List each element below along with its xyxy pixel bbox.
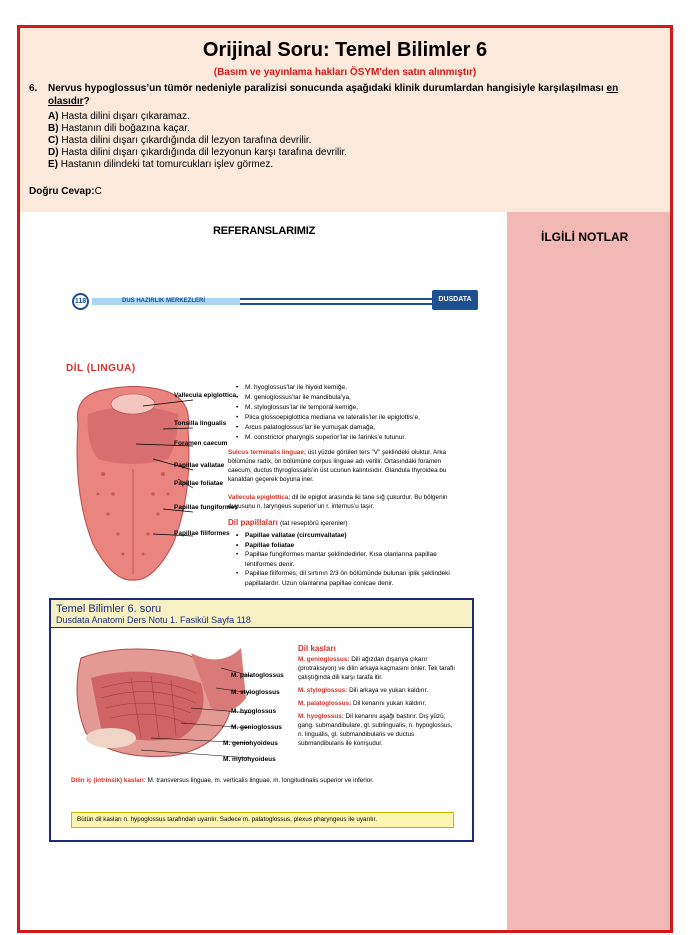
muscle-text: Dil kenarını aşağı bastırır. Dış yüzü; gang. submandibulare, gl. sublingualis, n. hypoglossus, n. lingualis, gl. submandibularis ve ductus submandibularis ile komşudur. — [298, 713, 453, 747]
option-b — [48, 123, 347, 135]
notes-title: İLGİLİ NOTLAR — [541, 230, 629, 244]
book-header-bar: DUS HAZIRLIK MERKEZLERİ — [92, 298, 240, 305]
intrinsic-text: M. transversus linguae, m. verticalis linguae, m. longitudinalis superior ve inferior. — [147, 777, 374, 784]
option-text: Hasta dilini dışarı çıkaramaz. — [61, 111, 190, 122]
muscle-description — [298, 686, 458, 695]
caption-source: Dusdata Anatomi Ders Notu 1. Fasikül Sayfa 118 — [56, 615, 251, 625]
answer-label: Doğru Cevap: — [29, 186, 95, 197]
list-item: • M. genioglossus’lar ile mandibula’ya, — [235, 393, 457, 403]
correct-answer — [29, 186, 102, 197]
option-a — [48, 111, 347, 123]
option-text: Hasta dilini dışarı çıkardığında dil lezyon tarafına devrilir. — [61, 135, 312, 146]
option-d — [48, 147, 347, 159]
muscle-text: Dili arkaya ve yukarı kaldırır. — [349, 687, 429, 694]
question-box — [20, 28, 670, 212]
tongue-label: Papillae foliatae — [174, 480, 224, 487]
list-item: • M. hyoglossus’lar ile hiyoid kemiğe, — [235, 383, 457, 393]
answer-options — [48, 111, 347, 171]
caption-header — [51, 600, 472, 628]
tongue-label: Foramen caecum — [174, 440, 228, 447]
muscle-name: M. hyoglossus: — [298, 713, 344, 720]
references-title: REFERANSLARIMIZ — [213, 225, 316, 237]
muscle-description — [298, 699, 458, 708]
attachment-list — [235, 383, 457, 443]
question-text — [29, 82, 639, 108]
muscle-label: M. hyoglossus — [231, 708, 277, 715]
papilla-subtitle: (tat reseptörü içerenler) — [280, 520, 348, 527]
tongue-label: Papillae filiformes — [174, 530, 230, 537]
papilla-heading — [228, 518, 348, 527]
papilla-list — [235, 531, 457, 588]
list-item: • Papillae fungiformes mantar şeklindedirler. Kısa olanlarına papillae lentiformes denir. — [235, 550, 457, 569]
list-item: • Arcus palatoglossus’lar ile yumuşak damağa, — [235, 423, 457, 433]
sulcus-paragraph — [228, 448, 456, 484]
muscle-text: Dil kenarını yukarı kaldırır. — [352, 700, 427, 707]
page-title: Orijinal Soru: Temel Bilimler 6 — [202, 39, 488, 61]
question-mark: ? — [83, 96, 90, 107]
muscle-description — [298, 655, 458, 682]
question-number: 6. — [29, 83, 38, 94]
intrinsic-heading: Dilin iç (intrinsik) kasları: — [71, 777, 146, 784]
muscle-descriptions — [298, 644, 458, 752]
muscles-heading: Dil kasları — [298, 644, 336, 653]
question-emphasis-2: olasıdır — [48, 96, 84, 107]
muscle-name: M. styloglossus: — [298, 687, 348, 694]
muscle-description — [298, 712, 458, 748]
tongue-label: Tonsilla lingualis — [174, 420, 227, 427]
list-item: • M. styloglossus’lar ile temporal kemiğe, — [235, 403, 457, 413]
tongue-label: Vallecula epiglottica — [174, 392, 237, 399]
papilla-title: Dil papillaları — [228, 518, 278, 527]
tongue-label: Papillae fungiformes — [174, 504, 238, 511]
list-item: • Papillae vallatae (circumvallatae) — [235, 531, 457, 541]
list-item: • M. constrictor pharyngis superior’lar ile farinks’e tutunur. — [235, 433, 457, 443]
muscle-name: M. genioglossus: — [298, 656, 350, 663]
muscle-label: M. mylohyoideus — [223, 756, 276, 763]
intrinsic-muscles — [71, 777, 461, 784]
vallecula-heading: Vallecula epiglottica; — [228, 494, 291, 501]
vallecula-text: dil ile epiglot arasında iki tane sığ çukurdur. Bu bölgenin duyusunu n. laryngeus superior’un r. internus’u taşır. — [228, 494, 448, 510]
sulcus-text: üst yüzde görülen ters "V" şeklindeki oluktur. Arka bölümüne radix, ön bölümüne corpus linguae adı verilir. Ortasındaki foramen caecum, ductus thyroglossalis’in üst ucunun kalıntısıdır. Glandula thyroidea bu kanaldan geçerek boyuna iner. — [228, 449, 447, 483]
list-item: • Papillae foliatae — [235, 541, 457, 551]
reference-caption-box — [49, 598, 474, 842]
option-letter: C) — [48, 135, 59, 146]
notes-panel — [507, 212, 670, 930]
dusdata-logo: DUSDATA — [432, 290, 478, 310]
vallecula-paragraph — [228, 493, 456, 511]
option-letter: D) — [48, 147, 59, 158]
question-stem: Nervus hypoglossus’un tümör nedeniyle paralizisi sonucunda aşağıdaki klinik durumlardan hangisiyle karşılaşılması — [48, 83, 607, 94]
copyright-note: (Basım ve yayınlama hakları ÖSYM'den satın alınmıştır) — [213, 67, 477, 78]
option-letter: E) — [48, 159, 58, 170]
option-e — [48, 159, 347, 171]
section-title: DİL (LINGUA) — [66, 363, 136, 374]
muscle-label: M. geniohyoideus — [223, 740, 278, 747]
option-letter: B) — [48, 123, 59, 134]
option-letter: A) — [48, 111, 59, 122]
list-item: • Papillae filiformes; dil sırtının 2/3 ön bölümünde bulunan iplik şeklindeki papillalardır. Uzun olanlarına papillae conicae denir. — [235, 569, 457, 588]
muscle-name: M. palatoglossus: — [298, 700, 352, 707]
muscle-text: Dili ağızdan dışarıya çıkarır (protraksiyon) ve dilin arkaya kaçmasını önler. Tek taraflı çalıştığında dili karşı tarafa itir. — [298, 656, 456, 681]
book-header — [72, 293, 472, 309]
option-text: Hastanın dili boğazına kaçar. — [61, 123, 190, 134]
header-rule — [240, 298, 432, 305]
list-item: • Plica glossoepiglottica mediana ve lateralis’ler ile epiglottis’e, — [235, 413, 457, 423]
option-c — [48, 135, 347, 147]
caption-title: Temel Bilimler 6. soru — [56, 603, 162, 615]
option-text: Hasta dilini dışarı çıkardığında dil lezyonun karşı tarafına devrilir. — [61, 147, 348, 158]
question-emphasis-1: en — [606, 83, 619, 94]
tongue-label: Papillae vallatae — [174, 462, 225, 469]
innervation-note: Bütün dil kasları n. hypoglossus tarafından uyarılır. Sadece m. palatoglossus, plexus pharyngeus ile uyarılır. — [71, 812, 454, 828]
muscle-label: M. genioglossus — [231, 724, 282, 731]
option-text: Hastanın dilindeki tat tomurcukları işlev görmez. — [60, 159, 274, 170]
answer-value: C — [94, 186, 102, 197]
muscle-label: M. palatoglossus — [231, 672, 284, 679]
sulcus-heading: Sulcus terminalis linguae; — [228, 449, 307, 456]
book-page-number: 118 — [72, 293, 89, 310]
muscle-label: M. styloglossus — [231, 689, 280, 696]
